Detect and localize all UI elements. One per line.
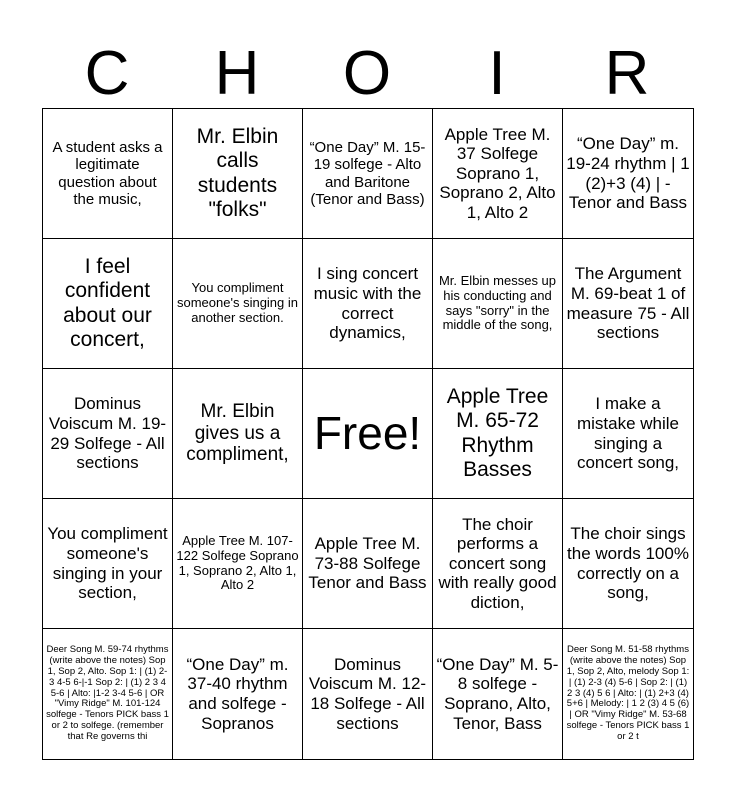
cell-text: I sing concert music with the correct dynamics, [313,264,422,343]
bingo-title [42,40,694,108]
cell-text: Deer Song M. 51-58 rhythms (write above the notes) Sop 1, Sop 2, Alto, melody Sop 1: | (1) 2-3 (4) 5-6 | Sop 2: | (1) 2 3 (4) 5 6 | Alto: | (1) 2+3 (4) 5+6 | Melody: | 1 2 (3) 4 5 (6) | OR "Vimy Ridge" M. 53-68 solfege - Tenors PICK bass 1 or 2 t [566,643,690,743]
bingo-cell[interactable] [173,109,303,239]
title-letter: R [604,39,650,108]
cell-text: You compliment someone's singing in another section. [177,280,298,325]
cell-text: “One Day” m. 19-24 rhythm | 1 (2)+3 (4) | - Tenor and Bass [566,134,690,213]
title-letter: O [342,39,392,108]
cell-text: Dominus Voiscum M. 12-18 Solfege - All sections [308,654,427,733]
cell-text: Free! [313,407,422,460]
bingo-cell[interactable] [303,499,433,629]
cell-text: Mr. Elbin messes up his conducting and says "sorry" in the middle of the song, [438,272,557,333]
bingo-cell[interactable] [433,369,563,499]
cell-text: Apple Tree M. 107-122 Solfege Soprano 1, Soprano 2, Alto 1, Alto 2 [176,532,299,593]
cell-text: I make a mistake while singing a concert song, [576,394,680,473]
cell-text: Apple Tree M. 65-72 Rhythm Basses [446,385,549,481]
bingo-cell[interactable] [173,629,303,759]
cell-text: Dominus Voiscum M. 19-29 Solfege - All sections [48,394,167,473]
bingo-cell[interactable] [433,499,563,629]
bingo-cell[interactable] [43,629,173,759]
cell-text: The Argument M. 69-beat 1 of measure 75 - All sections [566,264,690,343]
bingo-cell[interactable] [433,109,563,239]
cell-text: Apple Tree M. 73-88 Solfege Tenor and Bass [308,534,427,593]
bingo-cell[interactable] [563,499,693,629]
title-letter: I [488,39,506,108]
bingo-cell[interactable] [433,629,563,759]
cell-text: Apple Tree M. 37 Solfege Soprano 1, Soprano 2, Alto 1, Alto 2 [439,124,556,222]
cell-text: The choir performs a concert song with really good diction, [438,514,557,612]
bingo-cell[interactable] [433,239,563,369]
bingo-cell[interactable] [173,369,303,499]
cell-text: Mr. Elbin gives us a compliment, [186,400,289,466]
bingo-cell[interactable] [563,239,693,369]
bingo-cell[interactable] [303,239,433,369]
cell-text: A student asks a legitimate question about the music, [52,139,163,208]
bingo-cell[interactable] [563,629,693,759]
bingo-cell[interactable] [43,239,173,369]
cell-text: Mr. Elbin calls students "folks" [196,125,279,221]
cell-text: “One Day” m. 37-40 rhythm and solfege - Sopranos [186,654,289,733]
cell-text: “One Day” M. 5-8 solfege - Soprano, Alto, Tenor, Bass [436,654,559,733]
bingo-cell[interactable] [43,109,173,239]
cell-text: You compliment someone's singing in your section, [47,524,168,603]
cell-text: Deer Song M. 59-74 rhythms (write above the notes) Sop 1, Sop 2, Alto. Sop 1: | (1) 2-3 4-5 6-|-1 Sop 2: | (1) 2 3 4 5-6 | Alto: |1-2 3-4 5-6 | OR "Vimy Ridge" M. 101-124 solfege - Tenors PICK bass 1 or 2 to solfege. (remember that Re governs thi [46,643,169,743]
cell-text: The choir sings the words 100% correctly on a song, [567,524,689,603]
title-letter: H [214,39,260,108]
free-space[interactable] [303,369,433,499]
bingo-cell[interactable] [43,369,173,499]
bingo-cell[interactable] [43,499,173,629]
bingo-cell[interactable] [303,109,433,239]
bingo-board [42,108,694,760]
bingo-cell[interactable] [173,239,303,369]
cell-text: “One Day” M. 15-19 solfege - Alto and Baritone (Tenor and Bass) [309,139,426,208]
bingo-cell[interactable] [563,109,693,239]
bingo-cell[interactable] [173,499,303,629]
bingo-cell[interactable] [563,369,693,499]
bingo-cell[interactable] [303,629,433,759]
title-letter: C [84,39,130,108]
cell-text: I feel confident about our concert, [63,255,152,351]
